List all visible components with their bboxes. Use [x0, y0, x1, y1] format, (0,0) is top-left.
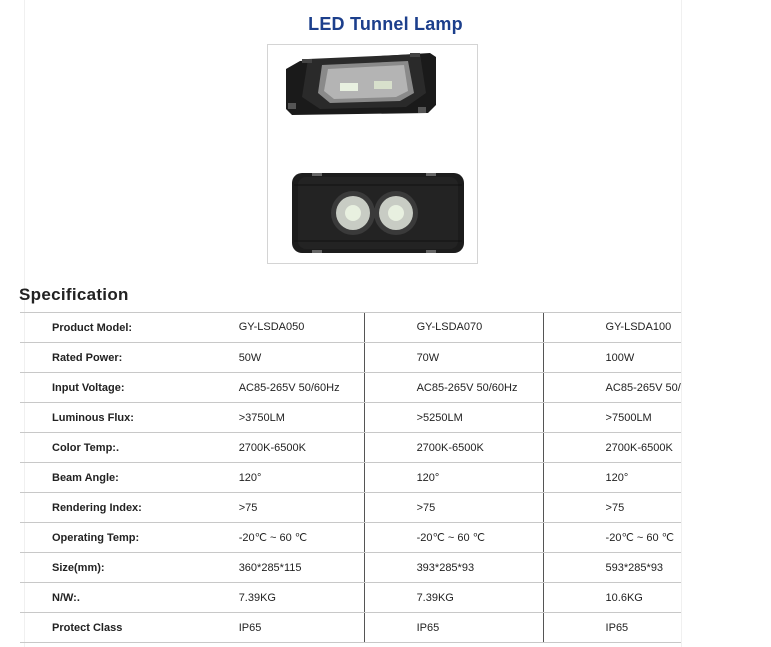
spec-value: IP65 — [543, 613, 681, 643]
spec-label: Rated Power: — [20, 343, 182, 373]
spec-value: 7.39KG — [364, 583, 543, 613]
spec-value: 100W — [543, 343, 681, 373]
spec-label: Protect Class — [20, 613, 182, 643]
spec-row — [20, 433, 681, 463]
spec-row — [20, 523, 681, 553]
spec-value: -20℃ ~ 60 ℃ — [543, 523, 681, 553]
spec-label: Luminous Flux: — [20, 403, 182, 433]
spec-value: >75 — [364, 493, 543, 523]
lamp-front-photo — [292, 173, 464, 253]
spec-value: AC85-265V 50/60Hz — [364, 373, 543, 403]
spec-value: 70W — [364, 343, 543, 373]
spec-value: GY-LSDA050 — [182, 313, 364, 343]
spec-value: 10.6KG — [543, 583, 681, 613]
spec-value: AC85-265V 50/ — [543, 373, 681, 403]
spec-row — [20, 583, 681, 613]
spec-value: IP65 — [364, 613, 543, 643]
spec-row — [20, 553, 681, 583]
spec-label: Color Temp:. — [20, 433, 182, 463]
spec-table-body — [20, 313, 681, 643]
spec-row — [20, 313, 681, 343]
spec-value: IP65 — [182, 613, 364, 643]
spec-row — [20, 403, 681, 433]
spec-value: 360*285*115 — [182, 553, 364, 583]
spec-heading: Specification — [19, 285, 129, 304]
spec-value: 393*285*93 — [364, 553, 543, 583]
spec-value: 120° — [543, 463, 681, 493]
spec-label: Input Voltage: — [20, 373, 182, 403]
spec-row — [20, 493, 681, 523]
spec-value: >5250LM — [364, 403, 543, 433]
spec-label: Size(mm): — [20, 553, 182, 583]
spec-value: >75 — [182, 493, 364, 523]
spec-value: 120° — [364, 463, 543, 493]
spec-value: 2700K-6500K — [543, 433, 681, 463]
spec-label: Operating Temp: — [20, 523, 182, 553]
spec-row — [20, 373, 681, 403]
product-photos — [268, 45, 477, 263]
spec-value: -20℃ ~ 60 ℃ — [364, 523, 543, 553]
spec-value: GY-LSDA070 — [364, 313, 543, 343]
spec-label: N/W:. — [20, 583, 182, 613]
spec-value: 7.39KG — [182, 583, 364, 613]
spec-value: 593*285*93 — [543, 553, 681, 583]
spec-value: 2700K-6500K — [364, 433, 543, 463]
product-photo-box — [267, 44, 478, 264]
spec-label: Product Model: — [20, 313, 182, 343]
spec-row — [20, 463, 681, 493]
spec-label: Beam Angle: — [20, 463, 182, 493]
spec-value: 2700K-6500K — [182, 433, 364, 463]
spec-value: >75 — [543, 493, 681, 523]
spec-value: AC85-265V 50/60Hz — [182, 373, 364, 403]
spec-table — [20, 312, 681, 643]
spec-value: GY-LSDA100 — [543, 313, 681, 343]
spec-value: -20℃ ~ 60 ℃ — [182, 523, 364, 553]
spec-label: Rendering Index: — [20, 493, 182, 523]
spec-value: 50W — [182, 343, 364, 373]
page-title: LED Tunnel Lamp — [308, 14, 463, 34]
spec-row — [20, 613, 681, 643]
lamp-angled-photo — [286, 53, 436, 115]
spec-value: >3750LM — [182, 403, 364, 433]
spec-row — [20, 343, 681, 373]
spec-value: 120° — [182, 463, 364, 493]
spec-value: >7500LM — [543, 403, 681, 433]
